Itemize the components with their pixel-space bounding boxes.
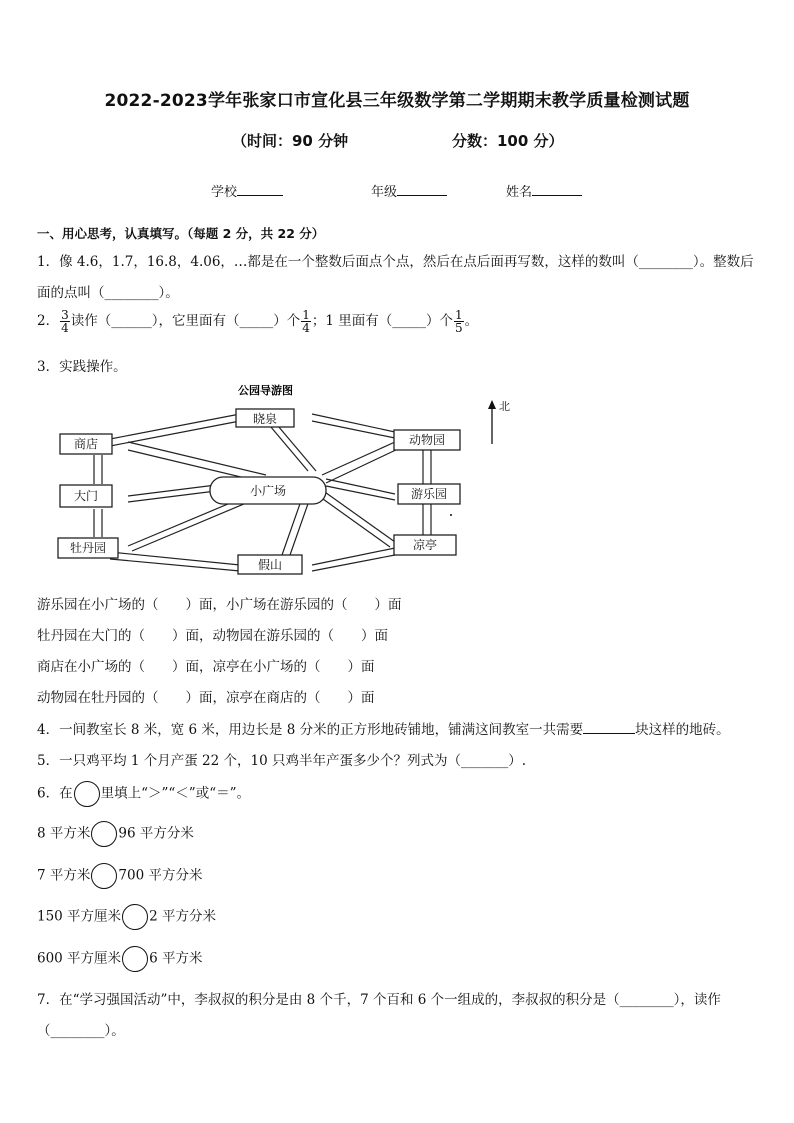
compare-circle bbox=[74, 781, 100, 807]
compare-item-4: 600 平方厘米 6 平方米 bbox=[37, 946, 202, 972]
place-xiaoquan: 晓泉 bbox=[252, 412, 278, 426]
grade-label: 年级 bbox=[371, 185, 398, 200]
question-3: 3．实践操作。 bbox=[37, 359, 127, 375]
compare-circle-2[interactable] bbox=[91, 863, 117, 889]
question-2: 2． $\frac{3}{4}$ 读作（______），它里面有（_____）个 $\frac{1}{4}$ ；1 里面有（_____）个 $\frac{1}{5}$ 。 bbox=[37, 308, 479, 335]
score-label: 分数：100 分） bbox=[452, 132, 564, 150]
question-3-line-4: 动物园在牡丹园的（ ）面，凉亭在商店的（ ）面 bbox=[37, 690, 375, 706]
question-7-line-2: （________）。 bbox=[37, 1023, 125, 1039]
place-mudanyuan: 牡丹园 bbox=[69, 541, 107, 555]
fraction-one-quarter: $\frac{1}{4}$ bbox=[302, 308, 310, 335]
school-field bbox=[211, 181, 283, 200]
map-title: 公园导游图 bbox=[238, 384, 293, 397]
name-field bbox=[506, 181, 582, 200]
question-3-line-3: 商店在小广场的（ ）面，凉亭在小广场的（ ）面 bbox=[37, 659, 375, 675]
question-1-line-1: 1．像 4.6，1.7，16.8，4.06，…都是在一个整数后面点个点，然后在点后面再写数，这样的数叫（________）。整数后 bbox=[37, 254, 754, 270]
question-6: 6．在 里填上“＞”“＜”或“＝”。 bbox=[37, 781, 250, 807]
compare-circle-3[interactable] bbox=[122, 904, 148, 930]
question-5: 5．一只鸡平均 1 个月产蛋 22 个，10 只鸡半年产蛋多少个？列式为（_______）. bbox=[37, 753, 527, 769]
place-youleyuan: 游乐园 bbox=[410, 487, 448, 501]
question-7-line-1: 7．在“学习强国活动”中，李叔叔的积分是由 8 个千，7 个百和 6 个一组成的，李叔叔的积分是（________），读作 bbox=[37, 992, 721, 1008]
place-damen: 大门 bbox=[73, 489, 99, 503]
place-liangting: 凉亭 bbox=[412, 538, 438, 552]
question-1-line-2: 面的点叫（________）。 bbox=[37, 285, 179, 301]
place-dongwuyuan: 动物园 bbox=[408, 433, 446, 447]
compare-item-2: 7 平方米 700 平方分米 bbox=[37, 863, 202, 889]
place-shangdian: 商店 bbox=[73, 437, 99, 451]
section-heading: 一、用心思考，认真填写。（每题 2 分，共 22 分） bbox=[37, 226, 325, 241]
fraction-three-quarters: $\frac{3}{4}$ bbox=[61, 308, 69, 335]
compare-circle-1[interactable] bbox=[91, 821, 117, 847]
north-label: 北 bbox=[499, 400, 510, 413]
place-xiaoguangchang: 小广场 bbox=[249, 484, 287, 498]
time-label: （时间：90 分钟 bbox=[232, 132, 349, 150]
compare-circle-4[interactable] bbox=[122, 946, 148, 972]
question-3-line-2: 牡丹园在大门的（ ）面，动物园在游乐园的（ ）面 bbox=[37, 628, 388, 644]
name-label: 姓名 bbox=[506, 185, 533, 200]
north-arrow-icon bbox=[488, 400, 496, 444]
grade-field bbox=[371, 181, 447, 200]
park-map bbox=[50, 380, 520, 580]
question-4: 4．一间教室长 8 米，宽 6 米，用边长是 8 分米的正方形地砖铺地，铺满这间教室一共需要 块这样的地砖。 bbox=[37, 722, 730, 738]
fraction-one-fifth: $\frac{1}{5}$ bbox=[455, 308, 463, 335]
page-title: 2022-2023学年张家口市宣化县三年级数学第二学期期末教学质量检测试题 bbox=[104, 91, 690, 111]
school-label: 学校 bbox=[211, 185, 238, 200]
compare-item-3: 150 平方厘米 2 平方分米 bbox=[37, 904, 216, 930]
compare-item-1: 8 平方米 96 平方分米 bbox=[37, 821, 194, 847]
place-jiashan: 假山 bbox=[257, 558, 283, 572]
question-3-line-1: 游乐园在小广场的（ ）面，小广场在游乐园的（ ）面 bbox=[37, 597, 402, 613]
